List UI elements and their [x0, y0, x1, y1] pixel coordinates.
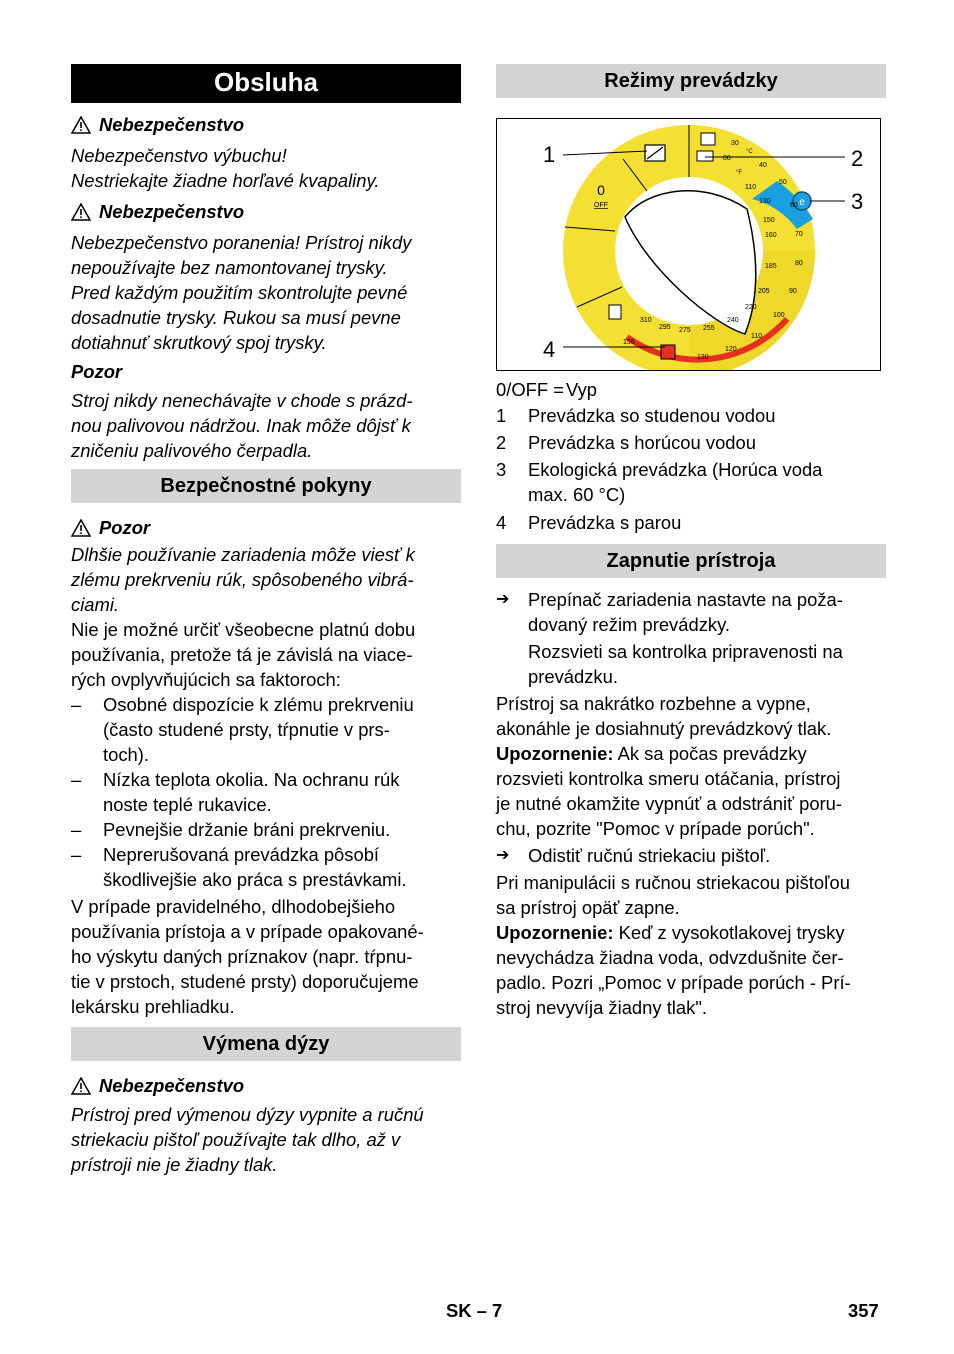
warning-text: Nebezpečenstvo výbuchu!: [71, 145, 287, 166]
warning-paragraph: [71, 1102, 461, 1177]
warning-triangle-icon: [71, 203, 91, 221]
text-line: Odistiť ručnú striekaciu pištoľ.: [528, 845, 771, 866]
text-line: Prevádzka s horúcou vodou: [528, 432, 756, 453]
scale-celsius-80: 80: [795, 260, 803, 267]
text-line: dosadnutie trysky. Rukou sa musí pevne: [71, 307, 401, 328]
legend-item: [496, 430, 886, 455]
text-line: tie v prstoch, studené prsty) doporučujeme: [71, 971, 419, 992]
warning-heading: [71, 112, 461, 137]
bullet-item: [71, 692, 461, 767]
warning-triangle-icon: [71, 116, 91, 134]
paragraph: [71, 894, 461, 1019]
text-line: nou palivovou nádržou. Inak môže dôjsť k: [71, 415, 411, 436]
paragraph: [496, 691, 886, 741]
scale-fahrenheit-240: 240: [727, 317, 739, 324]
text-line: používania, pretože tá je závislá na viace-: [71, 644, 413, 665]
text-line: rozsvieti kontrolka smeru otáčania, prístroj: [496, 768, 841, 789]
section-title-startup: Zapnutie prístroja: [496, 544, 886, 578]
text-line: Pri manipulácii s ručnou striekacou pištoľou: [496, 872, 850, 893]
bullet-item: [71, 767, 461, 817]
bullet-item: [71, 817, 461, 842]
legend-item: [496, 403, 886, 428]
eco-letter: e: [799, 197, 805, 208]
scale-celsius-110: 110: [751, 333, 763, 340]
off-number: 0: [597, 182, 605, 198]
mode-dial-figure: [496, 118, 881, 371]
text-line: Prevádzka s parou: [528, 512, 682, 533]
caution-label: Pozor: [71, 361, 123, 382]
scale-fahrenheit-130: 130: [759, 198, 771, 205]
dash-marker: –: [71, 694, 82, 715]
warning-paragraph: [71, 230, 461, 355]
warning-heading: [71, 1073, 461, 1098]
unit-celsius: °C: [746, 149, 753, 155]
text-line: dotiahnuť skrutkový spoj trysky.: [71, 332, 327, 353]
scale-fahrenheit-310: 310: [640, 317, 652, 324]
legend-item: [496, 510, 886, 535]
service-icon: [609, 305, 621, 319]
text-line: Pevnejšie držanie bráni prekrveniu.: [103, 819, 391, 840]
scale-celsius-155: 155: [623, 339, 635, 346]
warning-label: Nebezpečenstvo: [99, 201, 245, 222]
hot-water-icon: [701, 133, 715, 145]
scale-fahrenheit-255: 255: [703, 325, 715, 332]
note-paragraph: [496, 741, 886, 841]
text-line: používania prístoja a v prípade opakované-: [71, 921, 424, 942]
text-line: padlo. Pozri „Pomoc v prípade porúch - Prí-: [496, 972, 851, 993]
text-line: nepoužívajte bez namontovanej trysky.: [71, 257, 388, 278]
instruction-step: [496, 843, 886, 868]
dash-marker: –: [71, 844, 82, 865]
instruction-step: [496, 587, 886, 637]
legend-number: 3: [496, 459, 507, 480]
legend-number: 1: [496, 405, 507, 426]
text-line: Prevádzka so studenou vodou: [528, 405, 776, 426]
scale-fahrenheit-205: 205: [758, 288, 770, 295]
scale-celsius-130: 130: [697, 354, 709, 361]
warning-label: Nebezpečenstvo: [99, 1075, 245, 1096]
text-line: ciami.: [71, 594, 120, 615]
text-line: Dlhšie používanie zariadenia môže viesť k: [71, 544, 415, 565]
text-line: akonáhle je dosiahnutý prevádzkový tlak.: [496, 718, 832, 739]
legend-item: [496, 457, 886, 507]
scale-fahrenheit-80: 80: [723, 155, 731, 162]
scale-fahrenheit-160: 160: [765, 232, 777, 239]
legend-value: Vyp: [566, 379, 598, 400]
note-label: Upozornenie:: [496, 743, 614, 764]
text-line: Osobné dispozície k zlému prekrveniu: [103, 694, 414, 715]
warning-label: Nebezpečenstvo: [99, 114, 245, 135]
text-line: stroj nevyvíja žiadny tlak".: [496, 997, 707, 1018]
note-paragraph: [496, 920, 886, 1020]
scale-celsius-60: 60: [790, 202, 798, 209]
text-line: Stroj nikdy nenechávajte v chode s prázd-: [71, 390, 413, 411]
note-label: Upozornenie:: [496, 922, 614, 943]
legend-off: [496, 377, 886, 402]
callout-4: 4: [543, 337, 556, 362]
paragraph: [496, 870, 886, 920]
text-line: škodlivejšie ako práca s prestávkami.: [103, 869, 407, 890]
text-line: chu, pozrite "Pomoc v prípade porúch".: [496, 818, 815, 839]
caution-label: Pozor: [99, 517, 151, 538]
scale-fahrenheit-220: 220: [745, 304, 757, 311]
callout-1: 1: [543, 142, 556, 167]
caution-heading: [71, 515, 461, 540]
step-result: [496, 639, 886, 689]
scale-celsius-120: 120: [725, 346, 737, 353]
arrow-icon: ➔: [496, 591, 510, 608]
text-line: noste teplé rukavice.: [103, 794, 272, 815]
text-line: toch).: [103, 744, 149, 765]
caution-paragraph: [71, 542, 461, 617]
paragraph: [71, 617, 461, 692]
text-line: Nie je možné určiť všeobecne platnú dobu: [71, 619, 416, 640]
dash-marker: –: [71, 819, 82, 840]
warning-triangle-icon: [71, 1077, 91, 1095]
text-line: rých ovplyvňujúcich sa faktoroch:: [71, 669, 341, 690]
scale-fahrenheit-275: 275: [679, 327, 691, 334]
text-line: Nebezpečenstvo poranenia! Prístroj nikdy: [71, 232, 412, 253]
right-column: [496, 64, 886, 1020]
text-line: prístroji nie je žiadny tlak.: [71, 1154, 278, 1175]
scale-celsius-30: 30: [731, 140, 739, 147]
text-line: Prepínač zariadenia nastavte na poža-: [528, 589, 843, 610]
mode-dial-diagram: [497, 119, 880, 370]
legend-number: 4: [496, 512, 507, 533]
text-line: je nutné okamžite vypnúť a odstrániť poru-: [496, 793, 843, 814]
section-title-safety: Bezpečnostné pokyny: [71, 469, 461, 503]
dash-marker: –: [71, 769, 82, 790]
scale-fahrenheit-295: 295: [659, 324, 671, 331]
text-line: Prístroj sa nakrátko rozbehne a vypne,: [496, 693, 811, 714]
warning-text: Nestriekajte žiadne horľavé kvapaliny.: [71, 170, 380, 191]
text-line: striekaciu pištoľ používajte tak dlho, až v: [71, 1129, 401, 1150]
text-line: zničeniu palivového čerpadla.: [71, 440, 313, 461]
legend-key: 0/OFF =: [496, 379, 564, 400]
page-number: 357: [848, 1300, 879, 1321]
scale-celsius-40: 40: [759, 162, 767, 169]
text-line: ho výskytu daných príznakov (napr. tŕpnu-: [71, 946, 413, 967]
text-line: sa prístroj opäť zapne.: [496, 897, 680, 918]
scale-celsius-100: 100: [773, 312, 785, 319]
text-line: prevádzku.: [528, 666, 618, 687]
callout-3: 3: [851, 189, 864, 214]
section-title-nozzle: Výmena dýzy: [71, 1027, 461, 1061]
legend-number: 2: [496, 432, 507, 453]
page-label: SK – 7: [446, 1300, 503, 1321]
text-line: Keď z vysokotlakovej trysky: [613, 922, 845, 943]
arrow-icon: ➔: [496, 847, 510, 864]
text-line: Rozsvieti sa kontrolka pripravenosti na: [528, 641, 843, 662]
text-line: nevychádza žiadna voda, odvzdušnite čer-: [496, 947, 844, 968]
text-line: Prístroj pred výmenou dýzy vypnite a ručnú: [71, 1104, 424, 1125]
scale-celsius-50: 50: [779, 179, 787, 186]
bullet-item: [71, 842, 461, 892]
text-line: (často studené prsty, tŕpnutie v prs-: [103, 719, 390, 740]
warning-triangle-icon: [71, 519, 91, 537]
callout-2: 2: [851, 146, 864, 171]
scale-fahrenheit-185: 185: [765, 263, 777, 270]
text-line: Pred každým použitím skontrolujte pevné: [71, 282, 408, 303]
text-line: V prípade pravidelného, dlhodobejšieho: [71, 896, 396, 917]
unit-fahrenheit: °F: [736, 170, 743, 176]
warning-heading: [71, 199, 461, 224]
text-line: zlému prekrveniu rúk, spôsobeného vibrá-: [71, 569, 414, 590]
text-line: dovaný režim prevádzky.: [528, 614, 731, 635]
caution-paragraph: [71, 388, 461, 463]
text-line: lekársku prehliadku.: [71, 996, 235, 1017]
text-line: Ekologická prevádzka (Horúca voda: [528, 459, 823, 480]
left-column: [71, 64, 461, 1177]
scale-celsius-70: 70: [795, 231, 803, 238]
text-line: max. 60 °C): [528, 484, 626, 505]
section-title-obsluha: Obsluha: [71, 64, 461, 103]
scale-celsius-90: 90: [789, 288, 797, 295]
section-title-modes: Režimy prevádzky: [496, 64, 886, 98]
text-line: Nízka teplota okolia. Na ochranu rúk: [103, 769, 400, 790]
scale-fahrenheit-150: 150: [763, 217, 775, 224]
off-label: OFF: [594, 202, 608, 209]
scale-fahrenheit-110: 110: [745, 184, 757, 191]
burner-icon: [697, 151, 713, 161]
text-line: Ak sa počas prevádzky: [613, 743, 807, 764]
text-line: Neprerušovaná prevádzka pôsobí: [103, 844, 380, 865]
